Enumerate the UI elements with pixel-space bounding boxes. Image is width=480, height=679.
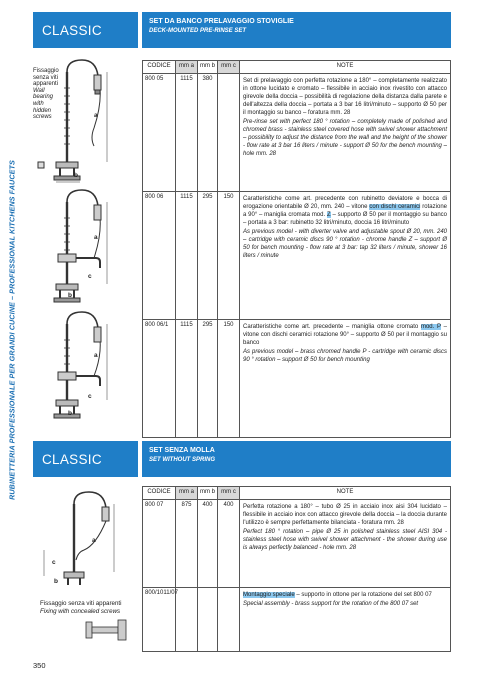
caption-en: Fixing with concealed screws: [40, 607, 121, 615]
drawing-note-it-1: Fissaggio: [33, 68, 59, 74]
brand-label: CLASSIC: [42, 22, 102, 38]
dim-c-label: c: [88, 393, 92, 400]
dim-a-label: a: [94, 112, 98, 119]
cell-code: 800 06/1: [143, 320, 176, 438]
brand-label: CLASSIC: [42, 451, 102, 467]
col-header-note: NOTE: [240, 487, 451, 500]
cell-note: [240, 74, 451, 192]
section-title-box: [142, 12, 451, 48]
drawing-note-en-4: hidden: [33, 107, 52, 114]
col-header-a: mm a: [176, 61, 198, 74]
side-category-text: RUBINETTERIA PROFESSIONALE PER GRANDI CUCINE – PROFESSIONAL KITCHENS FAUCETS: [7, 160, 17, 500]
drawing-note-en-3: with: [33, 100, 44, 107]
cell-c: 400: [218, 500, 240, 588]
note-it-post: – supporto Ø 50 per il montaggio su banco – portata a 3 bar: rubinetto 32 litri/minuto, doccia 16 litri/minuto: [243, 212, 447, 226]
cell-b: 380: [198, 74, 218, 192]
brand-badge: [33, 12, 138, 48]
table-header-row: [143, 61, 451, 74]
dim-b-label: b: [68, 292, 72, 299]
table-row: [143, 74, 451, 192]
cell-code: 800 06: [143, 192, 176, 320]
drawing-note-en-1: Wall: [33, 87, 45, 94]
section-title-en: SET WITHOUT SPRING: [149, 457, 215, 463]
section-title-box: [142, 441, 451, 477]
section-title-it: SET SENZA MOLLA: [149, 447, 215, 454]
dim-a-label: a: [92, 537, 96, 544]
cell-b: 400: [198, 500, 218, 588]
dim-b-label: b: [68, 410, 72, 417]
note-highlight: Montaggio speciale: [243, 592, 295, 598]
dim-c-label: c: [88, 273, 92, 280]
table-row: [143, 320, 451, 438]
note-it-pre: Caratteristiche come art. precedente con rubinetto deviatore e bocca di erogazione orientabile Ø 20, mm. 240 – vitone: [243, 196, 447, 210]
dim-c-label: c: [52, 559, 56, 566]
col-header-code: CODICE: [143, 487, 176, 500]
caption-it: Fissaggio senza viti apparenti: [40, 600, 122, 607]
cell-c: [218, 588, 240, 652]
cell-code: 800 05: [143, 74, 176, 192]
note-it-post: – supporto in ottone per la rotazione del set 800 07: [294, 592, 432, 598]
table-row: [143, 588, 451, 652]
cell-note: [240, 500, 451, 588]
cell-c: 150: [218, 320, 240, 438]
wall-bracket-drawing: [84, 616, 130, 642]
col-header-c: mm c: [218, 487, 240, 500]
cell-b: 295: [198, 320, 218, 438]
note-en: Perfect 180 ° rotation – pipe Ø 25 in polished stainless steel AISI 304 - stainless steel hose with swivel shower attachment - the shower during use is always perfectly balanced - hole mm. 28: [243, 529, 447, 551]
product-table-1: [142, 60, 451, 438]
cell-a: 1115: [176, 192, 198, 320]
prerinse-faucet-drawing-3: [34, 310, 134, 422]
cell-c: 150: [218, 192, 240, 320]
cell-note: [240, 192, 451, 320]
cell-a: [176, 588, 198, 652]
page-number: 350: [33, 661, 46, 670]
note-it: Set di prelavaggio con perfetta rotazione a 180° – completamente realizzato in ottone lucidato e cromato – flessibile in acciaio inox rivestito con attacco girevole della doccia – possibilità di regolazione della distanza dalla parete e dell'altezza della doccia – portata a 3 bar 16 litri/minuto – supporto Ø 50 per il montaggio su banco – foratura mm. 28: [243, 78, 447, 116]
drawing-note-it-3: apparenti: [33, 81, 59, 88]
side-bar: [0, 60, 24, 500]
col-header-code: CODICE: [143, 61, 176, 74]
table-row: [143, 192, 451, 320]
section-title-it: SET DA BANCO PRELAVAGGIO STOVIGLIE: [149, 18, 294, 25]
note-it-post: – vitone con dischi ceramici rotazione 90° – supporto Ø 50 per il montaggio su banco: [243, 324, 447, 346]
note-it-pre: Caratteristiche come art. precedente – maniglia ottone cromato: [243, 324, 421, 330]
cell-note: [240, 588, 451, 652]
fixing-caption: [40, 600, 122, 615]
cell-b: [198, 588, 218, 652]
cell-code: 800/1011/07: [143, 588, 176, 652]
drawing-note-it-2: senza viti: [33, 74, 59, 81]
cell-b: 295: [198, 192, 218, 320]
brand-badge: [33, 441, 138, 477]
note-highlight: Z: [326, 212, 331, 218]
note-highlight: mod. P: [420, 324, 441, 330]
note-en: Special assembly - brass support for the rotation of the 800 07 set: [243, 601, 419, 607]
note-en: Pre-rinse set with perfect 180 ° rotation – completely made of polished and chromed brass - stainless steel covered hose with swivel shower attachment – possibility to adjust the distance from the wall and the height of the shower - flow rate at 3 bar 16 liters / minute - support Ø 50 for the bench mounting – hole mm. 28: [243, 119, 447, 157]
dim-b-label: b: [74, 172, 78, 179]
note-it: Perfetta rotazione a 180° – tubo Ø 25 in acciaio inox aisi 304 lucidato – flessibile in acciaio inox con attacco girevole della doccia – la doccia durante l'utilizzo è sempre perfettamente bilanciata - foratura mm. 28: [243, 504, 447, 526]
dim-a-label: a: [94, 352, 98, 359]
section-title-en: DECK-MOUNTED PRE-RINSE SET: [149, 28, 247, 34]
drawing-note-en-5: screws: [33, 114, 52, 121]
col-header-note: NOTE: [240, 61, 451, 74]
prerinse-faucet-drawing-2: [34, 188, 134, 306]
product-table-2: [142, 486, 451, 652]
drawing-note-en-2: bearing: [33, 94, 54, 101]
col-header-b: mm b: [198, 487, 218, 500]
col-header-a: mm a: [176, 487, 198, 500]
cell-note: [240, 320, 451, 438]
note-en: As previous model – brass chromed handle P - cartridge with ceramic discs 90 ° rotation – support Ø 50 for bench mounting: [243, 349, 447, 363]
cell-c: [218, 74, 240, 192]
cell-code: 800 07: [143, 500, 176, 588]
note-en: As previous model - with diverter valve and adjustable spout Ø 20, mm. 240 – cartridge with ceramic discs 90 ° rotation - chrome handle Z – support Ø 50 for bench mounting - flow rate at 3 bar: tap 32 liters / minute, shower 16 liters / minute: [243, 229, 447, 259]
note-highlight: con dischi ceramici: [369, 204, 421, 210]
note-it-mid: rotazione a 90° – maniglia cromata mod.: [243, 204, 447, 218]
dim-a-label: a: [94, 234, 98, 241]
faucet-without-spring-drawing: [34, 490, 134, 590]
col-header-c: mm c: [218, 61, 240, 74]
table-header-row: [143, 487, 451, 500]
prerinse-faucet-drawing-1: [34, 58, 134, 184]
col-header-b: mm b: [198, 61, 218, 74]
dim-b-label: b: [54, 578, 58, 585]
cell-a: 1115: [176, 320, 198, 438]
table-row: [143, 500, 451, 588]
cell-a: 875: [176, 500, 198, 588]
cell-a: 1115: [176, 74, 198, 192]
